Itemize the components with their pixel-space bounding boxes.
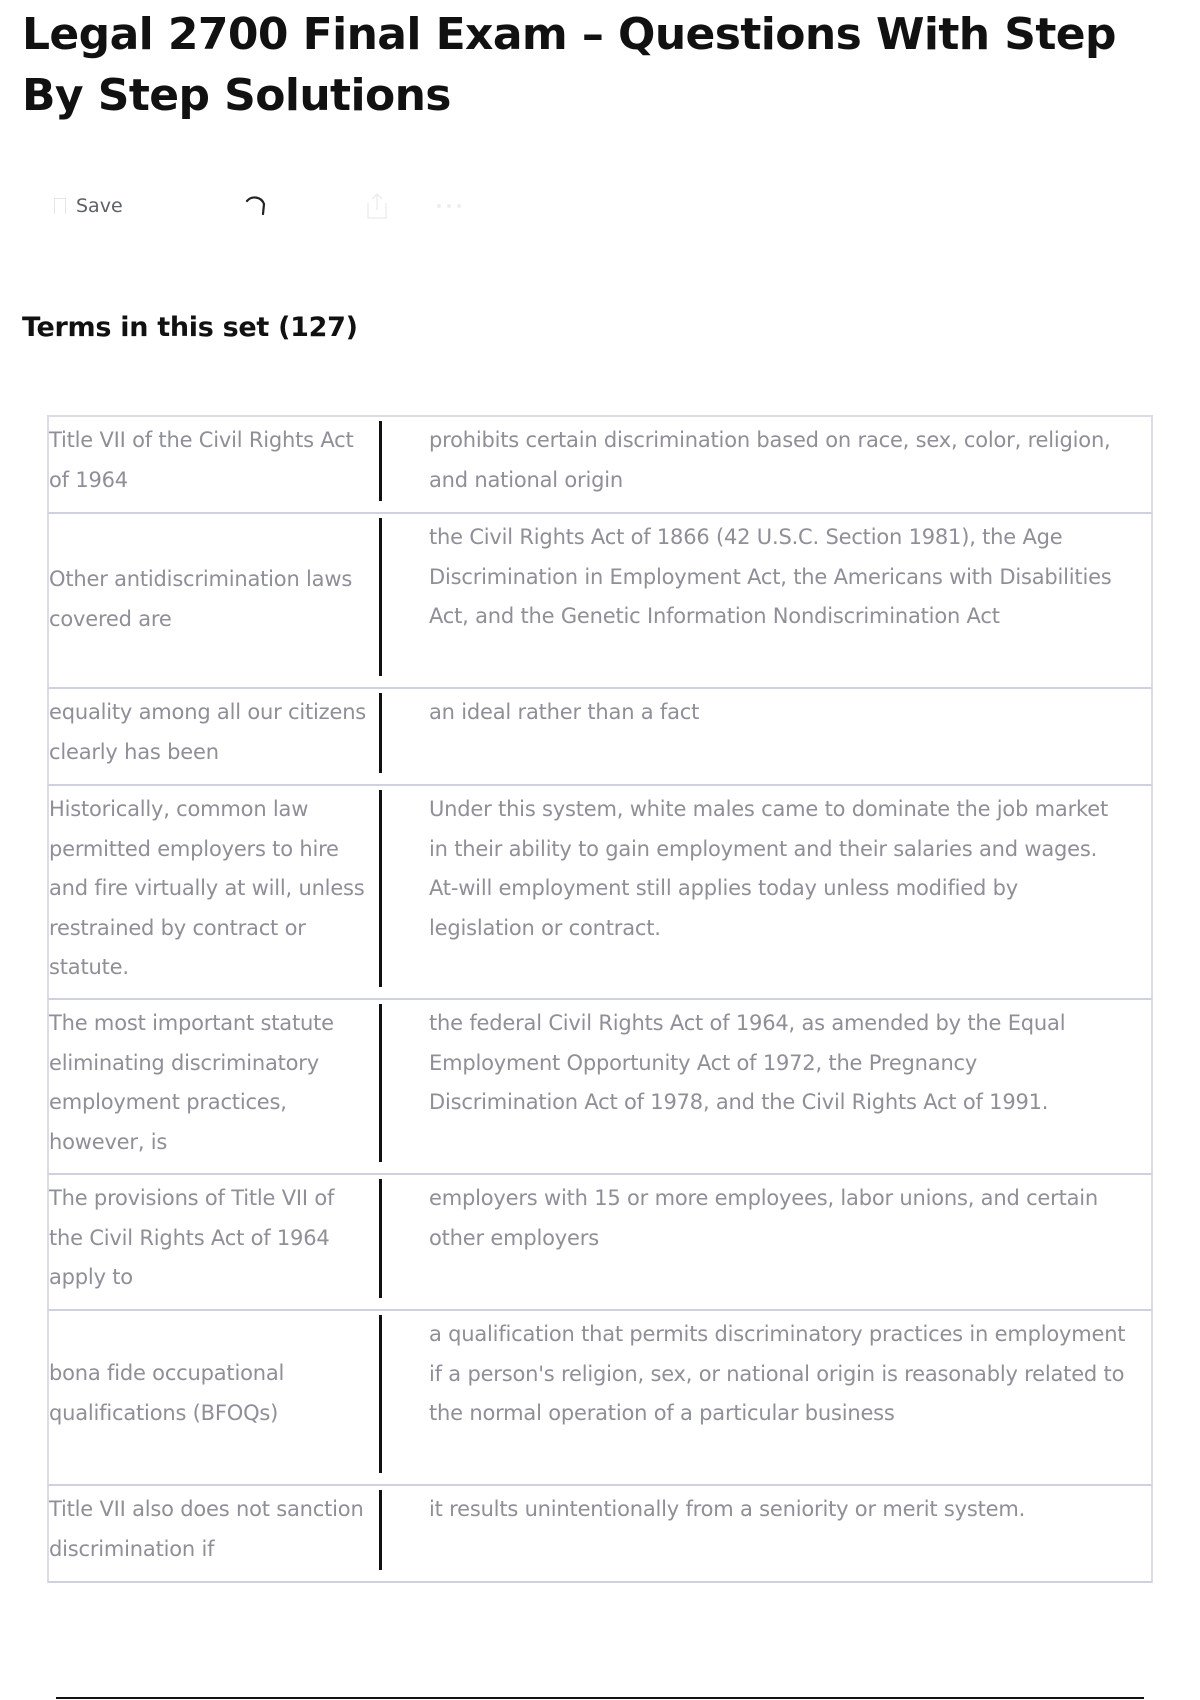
term-text: The most important statute eliminating discriminatory employment practices, however, is	[49, 1011, 334, 1154]
card-divider	[379, 790, 382, 987]
term-text: Title VII also does not sanction discrimination if	[49, 1497, 364, 1561]
card-divider	[379, 1315, 382, 1473]
definition-text: the Civil Rights Act of 1866 (42 U.S.C. Section 1981), the Age Discrimination in Employment Act, the Americans with Disabilities Act, and the Genetic Information Nondiscrimination Act	[429, 525, 1112, 628]
terms-list	[47, 415, 1153, 1583]
term-card[interactable]	[47, 1175, 1153, 1311]
term-text: equality among all our citizens clearly has been	[49, 700, 367, 764]
term-text: The provisions of Title VII of the Civil Rights Act of 1964 apply to	[49, 1186, 335, 1289]
card-divider	[379, 421, 382, 501]
definition-text: a qualification that permits discriminatory practices in employment if a person's religion, sex, or national origin is reasonably related to the normal operation of a particular business	[429, 1322, 1126, 1425]
definition-text: prohibits certain discrimination based on race, sex, color, religion, and national origin	[429, 428, 1111, 492]
term-card[interactable]	[47, 1311, 1153, 1486]
term-text: Other antidiscrimination laws covered are	[49, 567, 353, 631]
card-divider	[379, 1490, 382, 1570]
more-options-icon	[434, 201, 464, 211]
share-button[interactable]	[364, 186, 390, 226]
definition-text: the federal Civil Rights Act of 1964, as amended by the Equal Employment Opportunity Act of 1972, the Pregnancy Discrimination Act of 1978, and the Civil Rights Act of 1991.	[429, 1011, 1066, 1114]
term-card[interactable]	[47, 1000, 1153, 1175]
card-divider	[379, 518, 382, 676]
term-card[interactable]	[47, 786, 1153, 1000]
definition-text: employers with 15 or more employees, labor unions, and certain other employers	[429, 1186, 1099, 1250]
term-card[interactable]	[47, 514, 1153, 689]
term-card[interactable]	[47, 1486, 1153, 1583]
loading-spinner-icon	[242, 192, 270, 220]
card-divider	[379, 1179, 382, 1298]
term-text: bona fide occupational qualifications (BFOQs)	[49, 1361, 285, 1425]
card-divider	[379, 1004, 382, 1162]
loading-spinner	[242, 186, 270, 226]
term-text: Historically, common law permitted employers to hire and fire virtually at will, unless restrained by contract or statute.	[49, 797, 365, 979]
term-card[interactable]	[47, 417, 1153, 514]
definition-text: an ideal rather than a fact	[429, 700, 700, 724]
bottom-divider	[56, 1697, 1144, 1699]
more-options-button[interactable]	[434, 186, 464, 226]
page-title: Legal 2700 Final Exam – Questions With Step By Step Solutions	[22, 9, 1116, 121]
term-card[interactable]	[47, 689, 1153, 786]
definition-text: it results unintentionally from a seniority or merit system.	[429, 1497, 1026, 1521]
card-divider	[379, 693, 382, 773]
definition-text: Under this system, white males came to dominate the job market in their ability to gain employment and their salaries and wages. At-will employment still applies today unless modified by legislation or contract.	[429, 797, 1109, 940]
bookmark-icon	[54, 198, 66, 214]
terms-heading: Terms in this set (127)	[22, 312, 358, 343]
term-text: Title VII of the Civil Rights Act of 1964	[49, 428, 354, 492]
save-label: Save	[76, 195, 123, 217]
share-icon	[364, 191, 390, 221]
save-button[interactable]	[54, 186, 123, 226]
toolbar	[46, 186, 506, 226]
